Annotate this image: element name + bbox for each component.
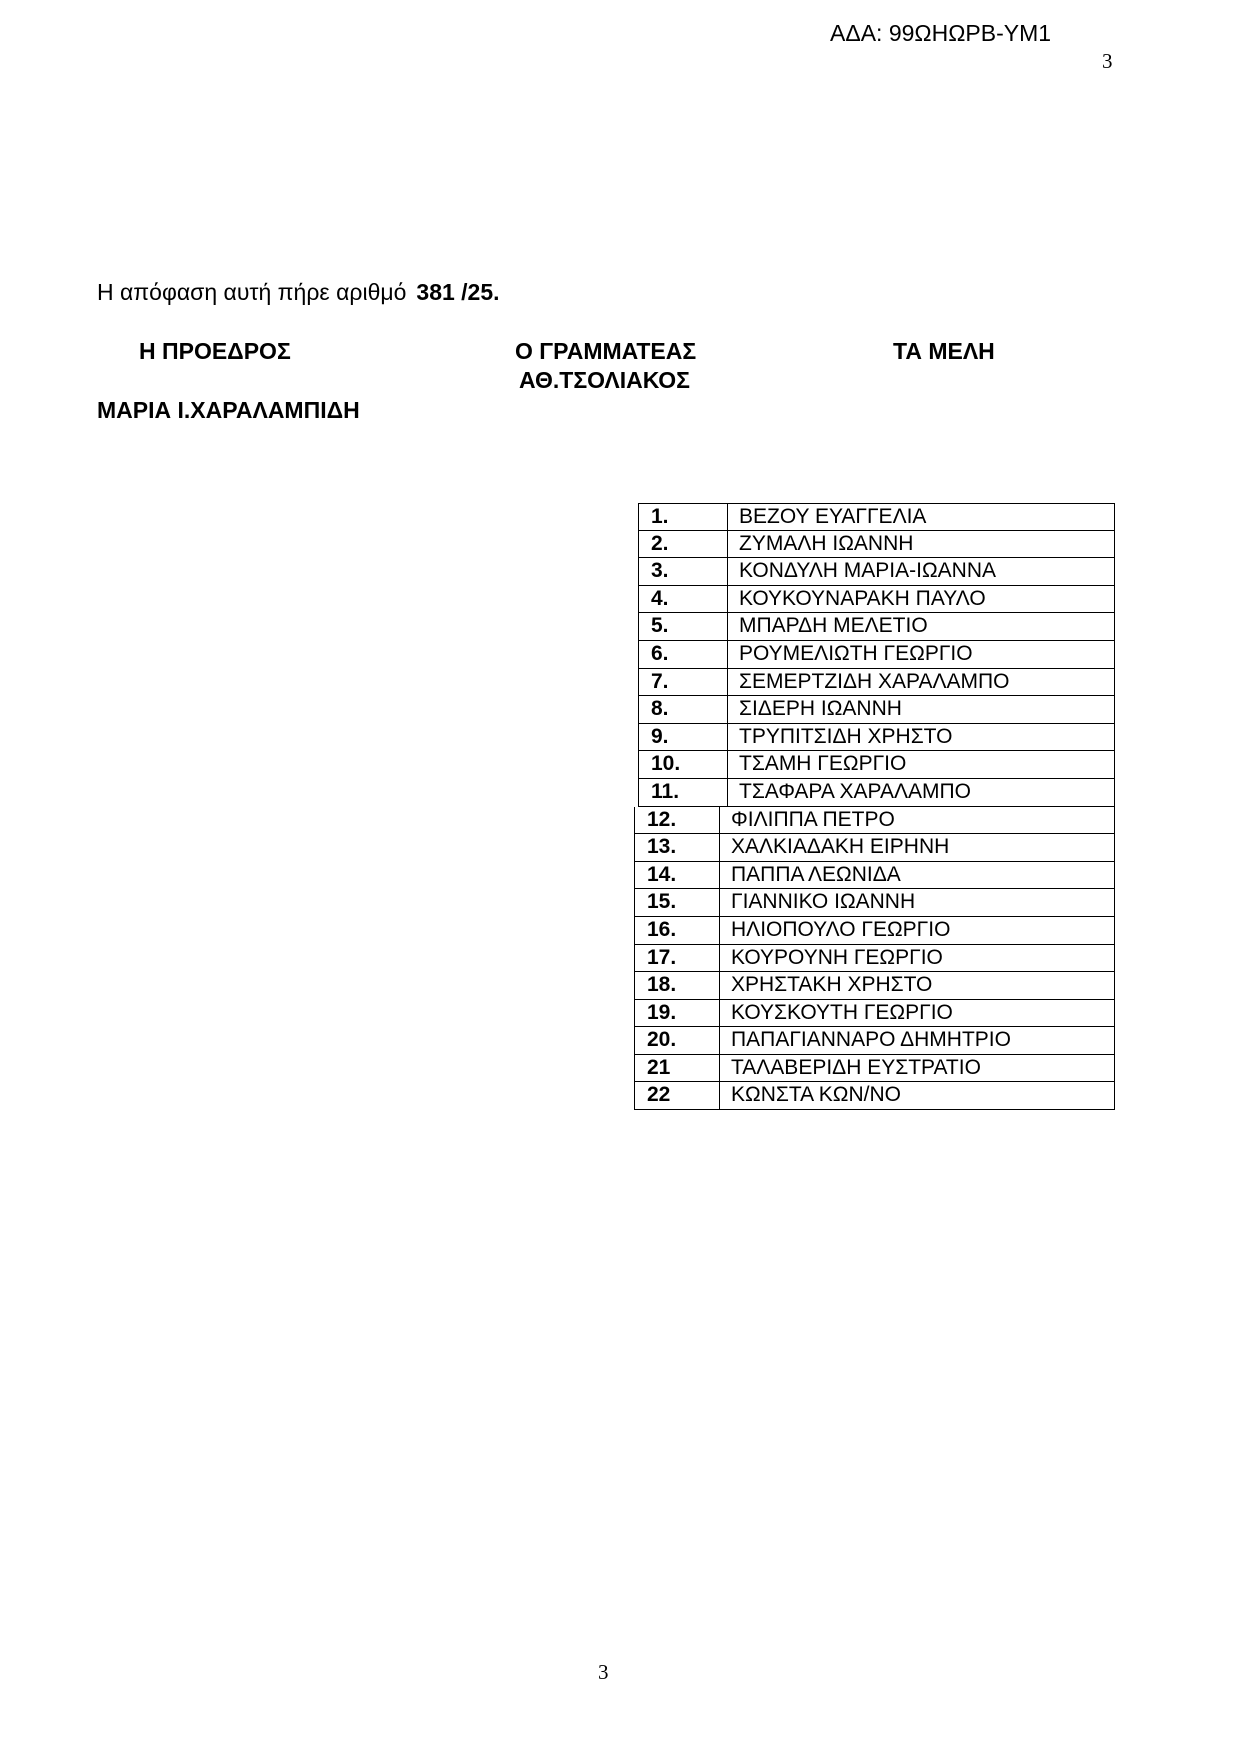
members-title: ΤΑ ΜΕΛΗ <box>893 338 995 364</box>
member-name: ΒΕΖΟΥ ΕΥΑΓΓΕΛΙΑ <box>727 503 1115 531</box>
table-row <box>0 696 1240 724</box>
table-row <box>0 1055 1240 1083</box>
table-row <box>0 834 1240 862</box>
member-number: 7. <box>638 669 728 697</box>
member-number: 1. <box>638 503 728 531</box>
member-name: ΚΟΥΣΚΟΥΤΗ ΓΕΩΡΓΙΟ <box>719 1000 1115 1028</box>
table-row <box>0 669 1240 697</box>
secretary-name: ΑΘ.ΤΣΟΛΙΑΚΟΣ <box>519 367 690 393</box>
member-name: ΚΟΝΔΥΛΗ ΜΑΡΙΑ-ΙΩΑΝΝΑ <box>727 558 1115 586</box>
member-name: ΧΑΛΚΙΑΔΑΚΗ ΕΙΡΗΝΗ <box>719 834 1115 862</box>
member-name: ΠΑΠΑΓΙΑΝΝΑΡΟ ΔΗΜΗΤΡΙΟ <box>719 1027 1115 1055</box>
member-name: ΡΟΥΜΕΛΙΩΤΗ ΓΕΩΡΓΙΟ <box>727 641 1115 669</box>
member-name: ΚΟΥΚΟΥΝΑΡΑΚΗ ΠΑΥΛΟ <box>727 586 1115 614</box>
member-number: 3. <box>638 558 728 586</box>
table-row <box>0 751 1240 779</box>
member-number: 15. <box>634 889 720 917</box>
member-number: 18. <box>634 972 720 1000</box>
member-name: ΦΙΛΙΠΠΑ ΠΕΤΡΟ <box>719 807 1115 835</box>
member-number: 14. <box>634 862 720 890</box>
decision-number: 381 /25. <box>416 279 500 305</box>
member-number: 19. <box>634 1000 720 1028</box>
table-row <box>0 862 1240 890</box>
decision-line <box>97 279 500 306</box>
member-number: 20. <box>634 1027 720 1055</box>
secretary-title: Ο ΓΡΑΜΜΑΤΕΑΣ <box>515 338 697 364</box>
member-number: 2. <box>638 531 728 559</box>
members-table <box>0 503 1240 1110</box>
table-row <box>0 641 1240 669</box>
table-row <box>0 531 1240 559</box>
ada-code: ΑΔΑ: 99ΩΗΩΡΒ-ΥΜ1 <box>830 20 1052 46</box>
member-number: 9. <box>638 724 728 752</box>
table-row <box>0 1027 1240 1055</box>
member-name: ΓΙΑΝΝΙΚΟ ΙΩΑΝΝΗ <box>719 889 1115 917</box>
member-name: ΚΟΥΡΟΥΝΗ ΓΕΩΡΓΙΟ <box>719 945 1115 973</box>
member-number: 21 <box>634 1055 720 1083</box>
member-number: 5. <box>638 613 728 641</box>
member-name: ΖΥΜΑΛΗ ΙΩΑΝΝΗ <box>727 531 1115 559</box>
member-number: 22 <box>634 1082 720 1110</box>
table-row <box>0 1000 1240 1028</box>
page-number-bottom: 3 <box>598 1660 609 1684</box>
member-name: ΤΣΑΜΗ ΓΕΩΡΓΙΟ <box>727 751 1115 779</box>
table-row <box>0 586 1240 614</box>
member-name: ΤΑΛΑΒΕΡΙΔΗ ΕΥΣΤΡΑΤΙΟ <box>719 1055 1115 1083</box>
president-title: Η ΠΡΟΕΔΡΟΣ <box>139 338 291 364</box>
table-row <box>0 779 1240 807</box>
member-number: 11. <box>638 779 728 807</box>
member-number: 4. <box>638 586 728 614</box>
member-name: ΧΡΗΣΤΑΚΗ ΧΡΗΣΤΟ <box>719 972 1115 1000</box>
table-row <box>0 917 1240 945</box>
member-name: ΜΠΑΡΔΗ ΜΕΛΕΤΙΟ <box>727 613 1115 641</box>
table-row <box>0 558 1240 586</box>
president-name: ΜΑΡΙΑ Ι.ΧΑΡΑΛΑΜΠΙΔΗ <box>97 397 360 423</box>
member-number: 13. <box>634 834 720 862</box>
member-number: 10. <box>638 751 728 779</box>
member-number: 8. <box>638 696 728 724</box>
table-row <box>0 613 1240 641</box>
member-number: 17. <box>634 945 720 973</box>
table-row <box>0 807 1240 835</box>
table-row <box>0 724 1240 752</box>
table-row <box>0 972 1240 1000</box>
member-number: 16. <box>634 917 720 945</box>
table-row <box>0 889 1240 917</box>
member-name: ΤΡΥΠΙΤΣΙΔΗ ΧΡΗΣΤΟ <box>727 724 1115 752</box>
member-name: ΚΩΝΣΤΑ ΚΩΝ/ΝΟ <box>719 1082 1115 1110</box>
member-name: ΗΛΙΟΠΟΥΛΟ ΓΕΩΡΓΙΟ <box>719 917 1115 945</box>
member-name: ΣΙΔΕΡΗ ΙΩΑΝΝΗ <box>727 696 1115 724</box>
page-number-top: 3 <box>1102 49 1113 73</box>
member-name: ΣΕΜΕΡΤΖΙΔΗ ΧΑΡΑΛΑΜΠΟ <box>727 669 1115 697</box>
member-name: ΤΣΑΦΑΡΑ ΧΑΡΑΛΑΜΠΟ <box>727 779 1115 807</box>
table-row <box>0 1082 1240 1110</box>
member-name: ΠΑΠΠΑ ΛΕΩΝΙΔΑ <box>719 862 1115 890</box>
table-row <box>0 503 1240 531</box>
decision-text: Η απόφαση αυτή πήρε αριθμό <box>97 279 407 305</box>
member-number: 12. <box>634 807 720 835</box>
member-number: 6. <box>638 641 728 669</box>
table-row <box>0 945 1240 973</box>
